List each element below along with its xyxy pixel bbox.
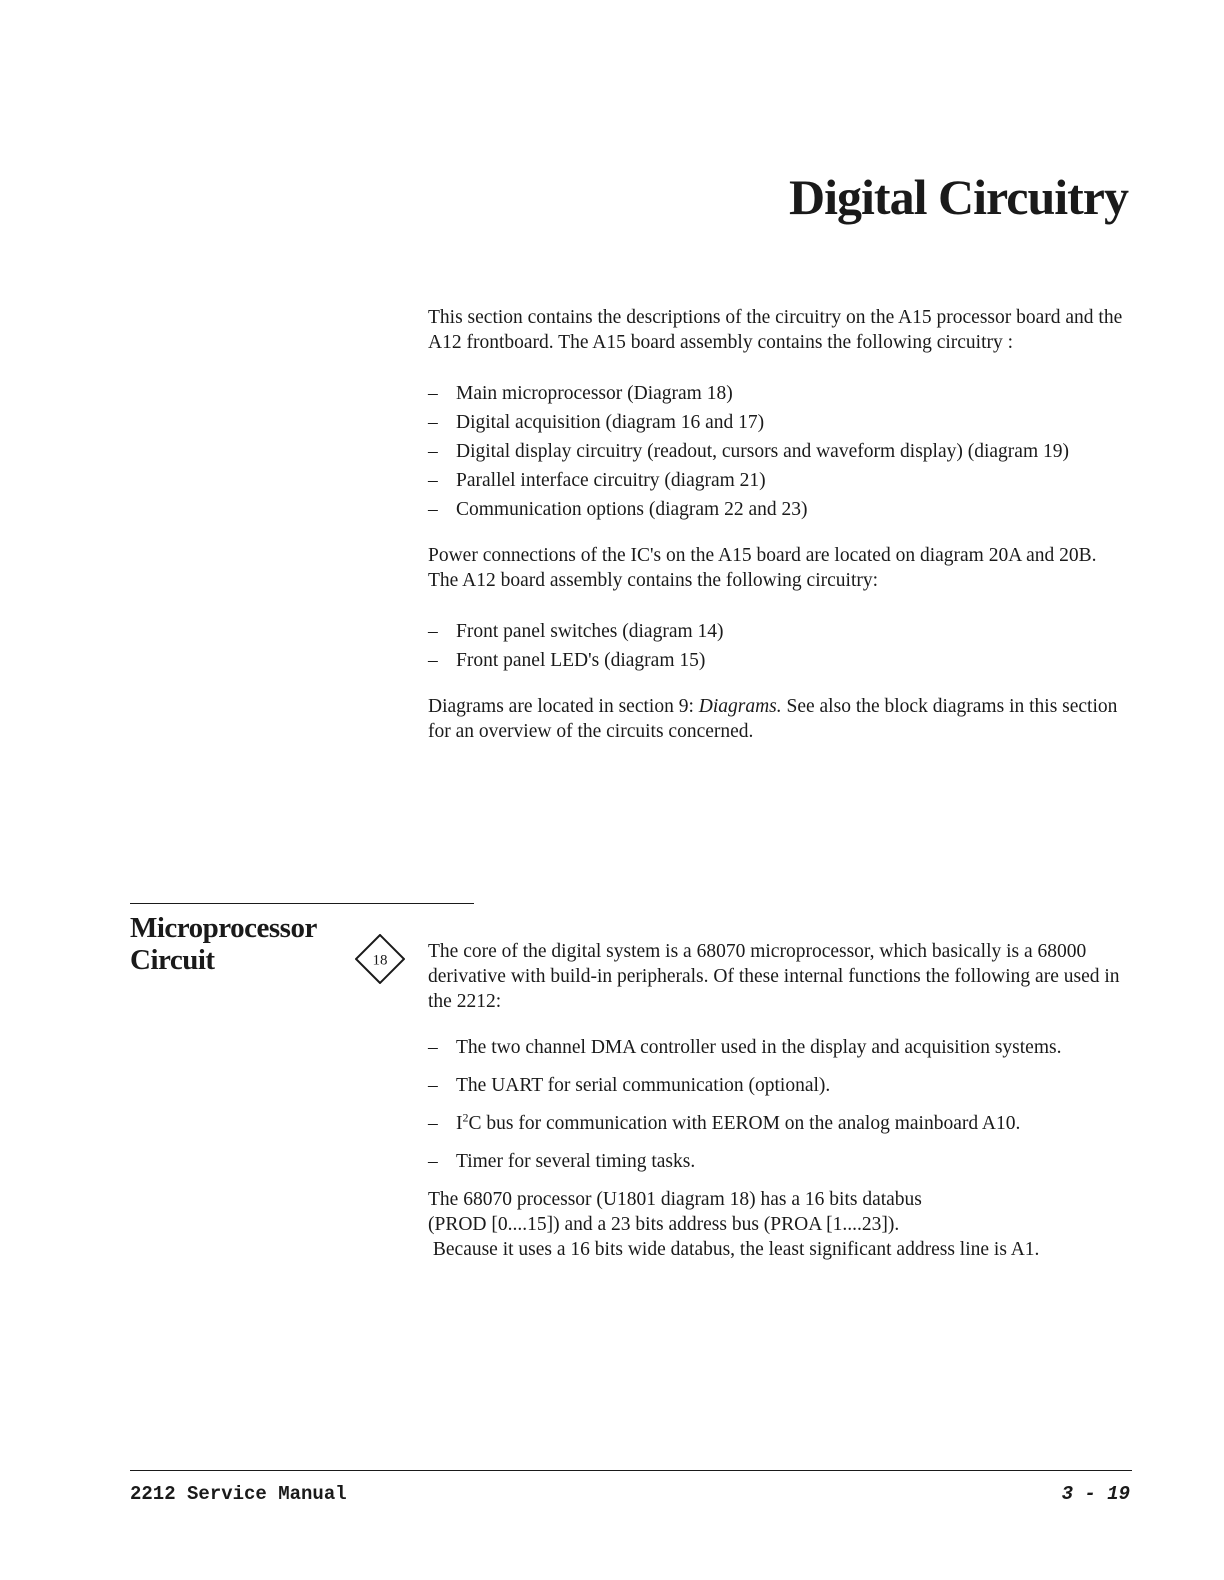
list-item: – The UART for serial communication (optional). — [428, 1073, 1128, 1098]
footer-divider — [130, 1470, 1132, 1471]
list-item: – The two channel DMA controller used in the display and acquisition systems. — [428, 1035, 1128, 1060]
diagrams-text: Diagrams are located in section 9: — [428, 696, 699, 717]
intro-section — [428, 305, 1128, 744]
section-heading-line: Circuit — [130, 944, 215, 976]
list-item — [428, 1111, 1128, 1136]
list-item: – Front panel switches (diagram 14) — [428, 619, 1128, 644]
i2c-text: I — [456, 1113, 463, 1134]
list-item: – Digital display circuitry (readout, cursors and waveform display) (diagram 19) — [428, 439, 1128, 464]
a15-circuitry-list — [428, 381, 1128, 522]
bus-line: (PROD [0....15]) and a 23 bits address bus (PROA [1....23]). — [428, 1214, 900, 1235]
section-divider — [130, 903, 474, 904]
list-item: – Digital acquisition (diagram 16 and 17) — [428, 410, 1128, 435]
i2c-text-rest: C bus for communication with EEROM on the analog mainboard A10. — [468, 1113, 1021, 1134]
section-heading — [130, 912, 317, 976]
diagram-reference-number: 18 — [372, 952, 388, 969]
intro-paragraph: This section contains the descriptions of the circuitry on the A15 processor board and the A12 frontboard. The A15 board assembly contains the following circuitry : — [428, 307, 1123, 353]
a12-circuitry-list — [428, 619, 1128, 673]
list-item: – Parallel interface circuitry (diagram 21) — [428, 468, 1128, 493]
bus-line: The 68070 processor (U1801 diagram 18) has a 16 bits databus — [428, 1189, 922, 1210]
i2c-superscript: 2 — [462, 1110, 469, 1125]
microprocessor-section — [428, 939, 1128, 1262]
internal-functions-list — [428, 1035, 1128, 1174]
power-connections-paragraph: Power connections of the IC's on the A15 board are located on diagram 20A and 20B. The A12 board assembly contains the following circuitry: — [428, 545, 1097, 591]
bus-paragraph — [428, 1187, 1128, 1262]
section-heading-line: Microprocessor — [130, 912, 317, 944]
microprocessor-paragraph: The core of the digital system is a 68070 microprocessor, which basically is a 68000 derivative with build-in peripherals. Of these internal functions the following are used in the 2212: — [428, 941, 1120, 1012]
footer-manual-title: 2212 Service Manual — [130, 1483, 347, 1505]
diagrams-text-rest: See also the block diagrams in this section for an overview of the circuits concerned. — [428, 696, 1118, 742]
page-title: Digital Circuitry — [789, 169, 1128, 225]
list-item: – Timer for several timing tasks. — [428, 1149, 1128, 1174]
list-item: – Communication options (diagram 22 and 23) — [428, 497, 1128, 522]
diagram-reference-icon — [355, 934, 405, 984]
diagrams-paragraph — [428, 694, 1128, 744]
list-item: – Main microprocessor (Diagram 18) — [428, 381, 1128, 406]
bus-line: Because it uses a 16 bits wide databus, the least significant address line is A1. — [428, 1239, 1040, 1260]
list-item: – Front panel LED's (diagram 15) — [428, 648, 1128, 673]
diagrams-emphasis: Diagrams. — [698, 696, 782, 717]
footer-page-number: 3 - 19 — [1061, 1483, 1130, 1505]
